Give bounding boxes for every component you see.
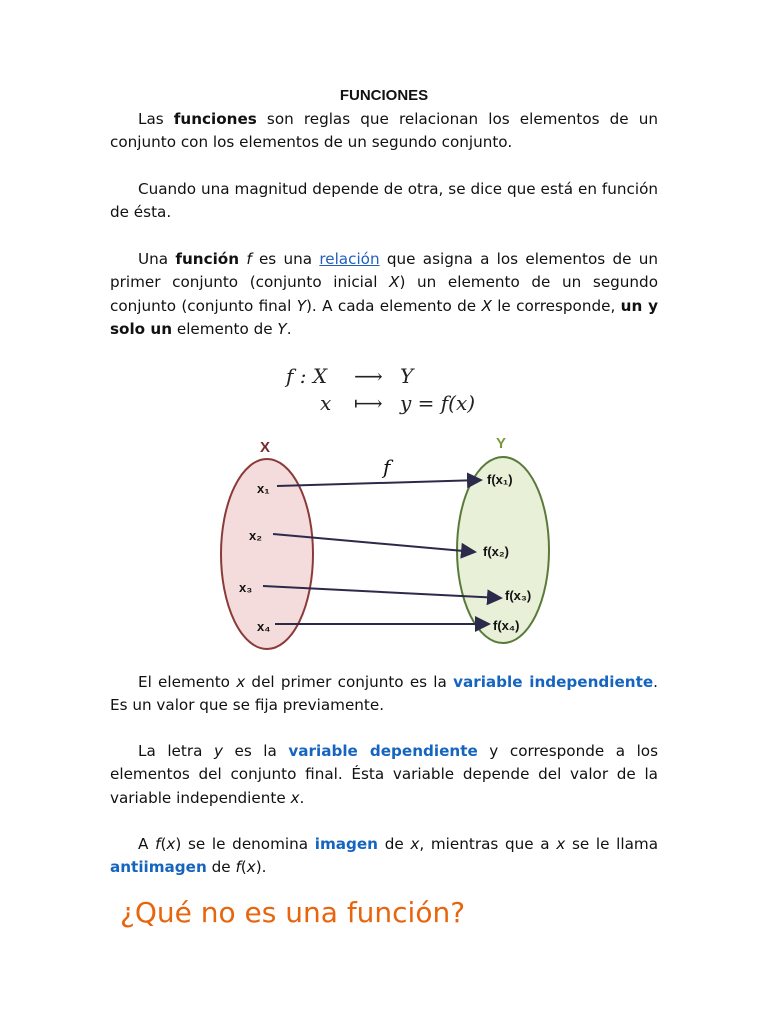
math-f: f bbox=[155, 835, 161, 853]
text: Una bbox=[138, 250, 176, 268]
math-f: f bbox=[235, 858, 241, 877]
math-x: x bbox=[556, 835, 566, 853]
formula-arrow-icon: ⟶ bbox=[354, 364, 383, 388]
text: elemento de bbox=[172, 319, 278, 338]
domain-element-4: x₄ bbox=[257, 619, 271, 634]
function-mapping-diagram bbox=[205, 432, 565, 652]
text: que asigna a los elementos de un primer conjunto (conjunto inicial bbox=[110, 250, 658, 292]
text: de bbox=[206, 858, 236, 877]
text: ( bbox=[240, 858, 247, 877]
codomain-element-4: f(x₄) bbox=[493, 618, 520, 633]
text: le corresponde, bbox=[491, 296, 621, 315]
text: es una bbox=[251, 250, 320, 268]
paragraph-dependent-variable bbox=[110, 740, 658, 810]
formula-codomain: Y bbox=[400, 364, 414, 388]
text: ) un elemento de un segundo conjunto (conjunto final bbox=[110, 273, 658, 315]
math-x: x bbox=[246, 858, 256, 877]
term-antiimagen: antiimagen bbox=[110, 858, 207, 877]
codomain-element-2: f(x₂) bbox=[483, 544, 509, 559]
paragraph-definition bbox=[110, 108, 658, 155]
text: ) se le denomina bbox=[175, 835, 315, 853]
text: es la bbox=[222, 742, 289, 760]
math-x: X bbox=[481, 296, 492, 315]
text: de bbox=[378, 835, 411, 853]
formula-variable: x bbox=[320, 391, 332, 415]
text: El elemento bbox=[138, 673, 237, 691]
math-y: Y bbox=[277, 319, 287, 338]
text: y corresponde a los elementos del conjunto final. Ésta variable depende del valor de la variable independiente bbox=[110, 742, 658, 807]
text: del primer conjunto es la bbox=[245, 673, 454, 691]
math-x: X bbox=[389, 273, 400, 292]
term-variable-dependiente: variable dependiente bbox=[288, 742, 478, 760]
set-x-label: X bbox=[260, 439, 271, 456]
math-x: x bbox=[410, 835, 420, 853]
text: La letra bbox=[138, 742, 214, 760]
term-variable-independiente: variable independiente bbox=[453, 673, 654, 691]
page-title: FUNCIONES bbox=[339, 87, 429, 104]
math-y: Y bbox=[296, 296, 306, 315]
text: son reglas que relacionan los elementos de un conjunto con los elementos de un segundo conjunto. bbox=[110, 110, 658, 152]
text: ( bbox=[160, 835, 167, 853]
paragraph-independent-variable bbox=[110, 671, 658, 718]
term-imagen: imagen bbox=[314, 835, 378, 853]
formula-image: y = f(x) bbox=[400, 391, 476, 415]
text: . bbox=[286, 319, 292, 338]
mapping-arrow-1 bbox=[277, 480, 481, 486]
text: se le llama bbox=[565, 835, 659, 853]
math-x: x bbox=[290, 788, 300, 807]
math-y: y bbox=[213, 742, 223, 760]
text: . Es un valor que se fija previamente. bbox=[110, 673, 658, 715]
math-f: f bbox=[246, 250, 252, 268]
math-x: x bbox=[166, 835, 176, 853]
formula-mapsto-icon: ⟼ bbox=[354, 391, 383, 415]
domain-element-2: x₂ bbox=[249, 528, 263, 543]
relacion-link[interactable]: relación bbox=[319, 250, 380, 268]
section-heading: ¿Qué no es una función? bbox=[120, 896, 466, 929]
paragraph-magnitude bbox=[110, 178, 658, 225]
term-funciones: funciones bbox=[173, 110, 257, 128]
text: , mientras que a bbox=[419, 835, 557, 853]
domain-element-3: x₃ bbox=[239, 580, 253, 595]
function-label: f bbox=[383, 455, 391, 479]
paragraph-function-definition bbox=[110, 248, 658, 341]
text: ). bbox=[255, 858, 267, 877]
codomain-element-3: f(x₃) bbox=[505, 588, 532, 603]
formula-domain: f : X bbox=[286, 364, 328, 388]
paragraph-image-antiimage bbox=[110, 833, 658, 880]
text: Las bbox=[138, 110, 174, 128]
codomain-element-1: f(x₁) bbox=[487, 472, 513, 487]
text: ). A cada elemento de bbox=[305, 296, 482, 315]
text: Cuando una magnitud depende de otra, se dice que está en función de ésta. bbox=[110, 180, 658, 222]
term-funcion: función bbox=[175, 250, 240, 268]
term-un-y-solo-un: un y solo un bbox=[110, 296, 659, 338]
text: A bbox=[138, 835, 156, 853]
domain-element-1: x₁ bbox=[257, 481, 270, 496]
text: . bbox=[299, 788, 305, 807]
set-y-label: Y bbox=[496, 435, 507, 452]
math-x: x bbox=[236, 673, 246, 691]
